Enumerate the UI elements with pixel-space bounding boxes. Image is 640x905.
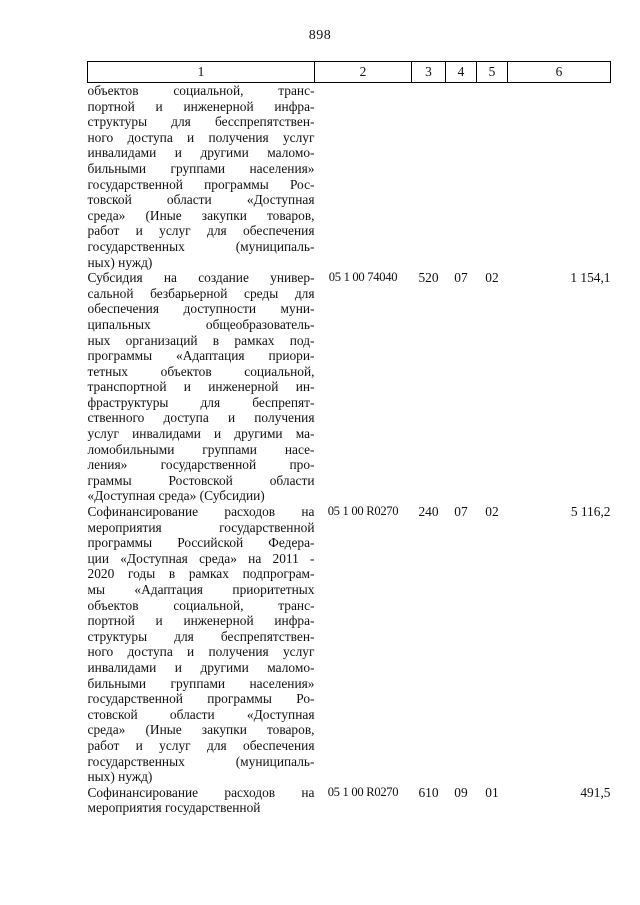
expense-name-cell: [88, 785, 315, 816]
column-header: 3: [412, 62, 446, 83]
expense-name-line: обеспечения доступности муни-: [87, 301, 315, 317]
target-article-cell: [315, 83, 412, 271]
expense-name-line: инвалидами и другими маломо-: [87, 145, 315, 161]
target-article-cell: 05 1 00 74040: [328, 270, 398, 285]
amount-cell: 5 116,2: [570, 504, 611, 520]
section-cell: 09: [454, 784, 468, 800]
expense-type-cell: 520: [418, 270, 439, 286]
expense-name-line: Софинансирование расходов на: [87, 784, 315, 800]
target-article-cell: 05 1 00 R0270: [327, 784, 399, 799]
amount-cell: 1 154,1: [570, 270, 611, 286]
amount-cell: 491,5: [580, 784, 611, 800]
expense-name-line: ломобильными группами насе-: [87, 441, 315, 457]
table-row: [88, 785, 611, 816]
budget-table: [87, 61, 611, 816]
expense-name-line: ных организаций в рамках под-: [87, 332, 315, 348]
expense-name-line: среда» (Иные закупки товаров,: [87, 207, 315, 223]
expense-name-cell: [88, 83, 315, 271]
expense-name-line: бильными группами населения»: [87, 160, 315, 176]
column-header: 2: [315, 62, 412, 83]
expense-name-line: государственной программы Рос-: [87, 176, 315, 192]
expense-type-cell: 240: [418, 504, 439, 520]
subsection-cell: [477, 83, 508, 271]
expense-name-line: 2020 годы в рамках подпрограм-: [87, 566, 315, 582]
column-header: 4: [446, 62, 477, 83]
expense-name-line: государственной программы Ро-: [87, 691, 315, 707]
amount-cell: [508, 83, 611, 271]
column-header: 1: [88, 62, 315, 83]
expense-name-line: среда» (Иные закупки товаров,: [87, 722, 315, 738]
table-header-row: [88, 62, 611, 83]
expense-name-line: транспортной и инженерной ин-: [87, 379, 315, 395]
expense-name-line: мы «Адаптация приоритетных: [87, 582, 315, 597]
expense-type-cell: 610: [418, 784, 439, 800]
expense-name-line: ции «Доступная среда» на 2011 -: [87, 550, 315, 566]
expense-name-line: объектов социальной, транс-: [87, 83, 315, 98]
expense-name-line: ных) нужд): [87, 254, 153, 270]
expense-name-line: услуг инвалидами и другими ма-: [87, 426, 315, 442]
expense-name-line: фраструктуры для беспрепят-: [87, 394, 315, 410]
expense-name-line: ного доступа и получения услуг: [87, 644, 315, 660]
expense-name-line: программы Российской Федера-: [87, 535, 315, 551]
subsection-cell: 02: [485, 270, 499, 286]
expense-name-line: Субсидия на создание универ-: [87, 270, 315, 286]
expense-name-line: работ и услуг для обеспечения: [87, 223, 315, 239]
expense-name-line: граммы Ростовской области: [87, 472, 315, 488]
expense-name-line: структуры для бесспрепятствен-: [87, 114, 315, 130]
table-row: [88, 83, 611, 271]
subsection-cell: 02: [485, 504, 499, 520]
column-header: 6: [508, 62, 611, 83]
subsection-cell: 01: [485, 784, 499, 800]
table-row: [88, 270, 611, 504]
expense-name-line: стовской области «Доступная: [87, 706, 315, 722]
expense-name-line: государственных (муниципаль-: [87, 753, 315, 769]
section-cell: 07: [454, 504, 468, 520]
expense-name-line: ственного доступа и получения: [87, 410, 315, 426]
expense-name-line: программы «Адаптация приори-: [87, 348, 315, 364]
expense-name-line: мероприятия государственной: [87, 519, 315, 535]
expense-name-line: «Доступная среда» (Субсидии): [87, 488, 265, 504]
expense-name-line: ципальных общеобразователь-: [87, 316, 315, 332]
section-cell: [446, 83, 477, 271]
expense-name-line: портной и инженерной инфра-: [87, 613, 315, 629]
expense-type-cell: [412, 83, 446, 271]
expense-name-line: ления» государственной про-: [87, 457, 315, 473]
expense-name-line: инвалидами и другими маломо-: [87, 659, 315, 675]
expense-name-line: структуры для беспрепятствен-: [87, 628, 315, 644]
expense-name-line: работ и услуг для обеспечения: [87, 737, 315, 753]
expense-name-line: мероприятия государственной: [87, 800, 261, 816]
expense-name-line: ных) нужд): [87, 769, 153, 785]
table-row: [88, 504, 611, 785]
expense-name-line: тетных объектов социальной,: [87, 363, 315, 379]
expense-name-line: ного доступа и получения услуг: [87, 129, 315, 145]
expense-name-line: портной и инженерной инфра-: [87, 98, 315, 114]
expense-name-line: государственных (муниципаль-: [87, 238, 315, 254]
page-number: 898: [308, 28, 332, 43]
expense-name-line: объектов социальной, транс-: [87, 597, 315, 613]
expense-name-cell: [88, 504, 315, 785]
column-header: 5: [477, 62, 508, 83]
expense-name-line: сальной безбарьерной среды для: [87, 285, 315, 301]
expense-name-cell: [88, 270, 315, 504]
expense-name-line: товской области «Доступная: [87, 192, 315, 208]
target-article-cell: 05 1 00 R0270: [327, 504, 399, 519]
expense-name-line: Софинансирование расходов на: [87, 504, 315, 520]
expense-name-line: бильными группами населения»: [87, 675, 315, 691]
section-cell: 07: [454, 270, 468, 286]
table-body: [88, 83, 611, 816]
